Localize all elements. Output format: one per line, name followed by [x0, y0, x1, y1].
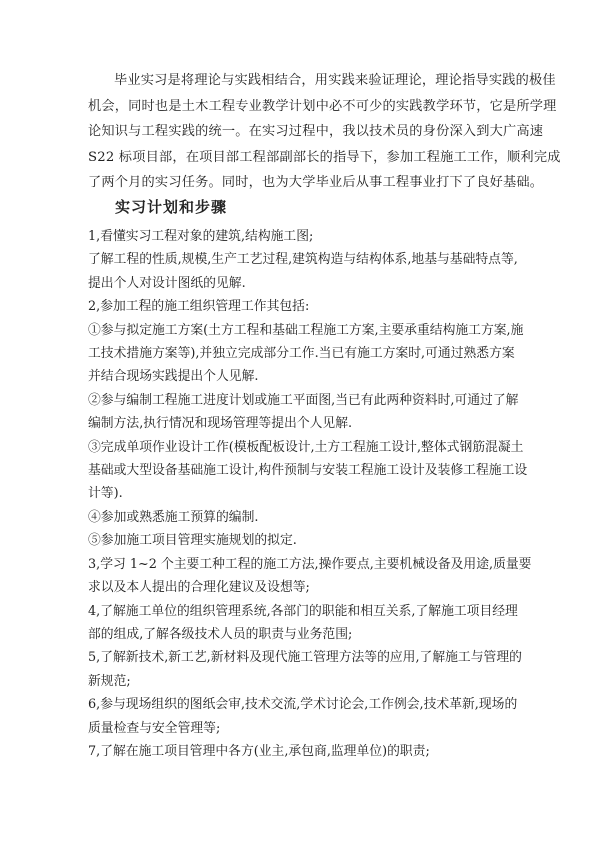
body-line: ③完成单项作业设计工作(模板配板设计,土方工程施工设计,整体式钢筋混凝土: [88, 439, 524, 455]
intro-line: 毕业实习是将理论与实践相结合，用实践来验证理论，理论指导实践的极佳: [114, 73, 556, 88]
body-line: 5,了解新技术,新工艺,新材料及现代施工管理方法等的应用,了解施工与管理的: [88, 650, 522, 666]
body-line: 提出个人对设计图纸的见解.: [88, 275, 246, 291]
body-line: 1,看懂实习工程对象的建筑,结构施工图;: [88, 229, 314, 244]
body-line: 新规范;: [88, 673, 131, 689]
body-line: 基础或大型设备基础施工设计,构件预制与安装工程施工设计及装修工程施工设: [88, 463, 528, 479]
section-heading: 实习计划和步骤: [115, 198, 228, 216]
body-line: 编制方法,执行情况和现场管理等提出个人见解.: [88, 416, 353, 432]
body-line: 3,学习 1~2 个主要工种工程的施工方法,操作要点,主要机械设备及用途,质量要: [88, 556, 532, 572]
body-line: 工技术措施方案等),并独立完成部分工作.当已有施工方案时,可通过熟悉方案: [88, 346, 515, 362]
intro-paragraph: [88, 68, 561, 196]
body-line: ④参加或熟悉施工预算的编制.: [88, 509, 259, 525]
body-line: 了解工程的性质,规模,生产工艺过程,建筑构造与结构体系,地基与基础特点等,: [88, 252, 518, 268]
body-line: 质量检查与安全管理等;: [88, 720, 221, 736]
body-line: 6,参与现场组织的图纸会审,技术交流,学术讨论会,工作例会,技术革新,现场的: [88, 697, 518, 713]
body-line: 计等).: [88, 486, 123, 502]
plan-steps-body: [88, 225, 532, 763]
intro-line: S22 标项目部，在项目部工程部副部长的指导下，参加工程施工工作，顺利完成: [88, 149, 561, 165]
intro-line: 论知识与工程实践的统一。在实习过程中，我以技术员的身份深入到大广高速: [88, 124, 544, 139]
body-line: 2,参加工程的施工组织管理工作其包括:: [88, 299, 310, 315]
body-line: ②参与编制工程施工进度计划或施工平面图,当已有此两种资料时,可通过了解: [88, 392, 519, 408]
body-line: 部的组成,了解各级技术人员的职责与业务范围;: [88, 626, 353, 642]
intro-line: 了两个月的实习任务。同时，也为大学毕业后从事工程事业打下了良好基础。: [88, 175, 544, 190]
body-line: ⑤参加施工项目管理实施规划的拟定.: [88, 533, 297, 549]
body-line: ①参与拟定施工方案(土方工程和基础工程施工方案,主要承重结构施工方案,施: [88, 322, 524, 338]
body-line: 并结合现场实践提出个人见解.: [88, 369, 259, 385]
body-line: 4,了解施工单位的组织管理系统,各部门的职能和相互关系,了解施工项目经理: [88, 603, 518, 619]
body-line: 求以及本人提出的合理化建议及设想等;: [88, 580, 310, 596]
intro-line: 机会，同时也是土木工程专业教学计划中必不可少的实践教学环节，它是所学理: [88, 98, 557, 114]
body-line: 7,了解在施工项目管理中各方(业主,承包商,监理单位)的职责;: [88, 743, 430, 759]
